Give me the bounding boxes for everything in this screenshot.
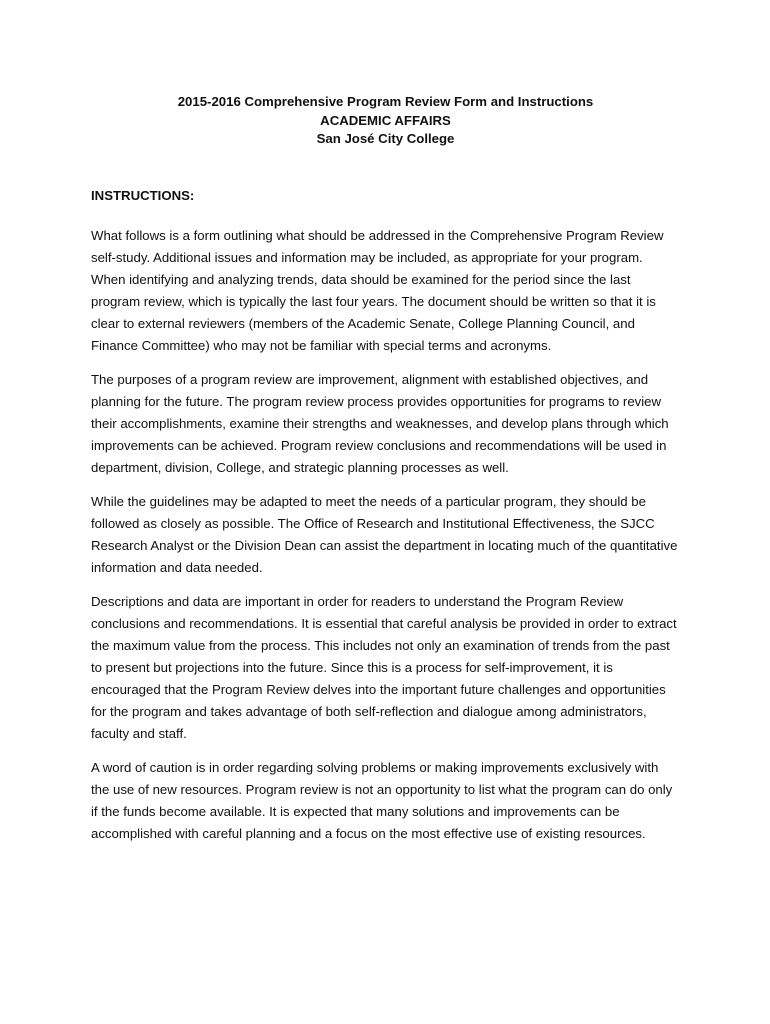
document-title: 2015-2016 Comprehensive Program Review Form and Instructions	[177, 94, 594, 109]
paragraph-caution: A word of caution is in order regarding solving problems or making improvements exclusively with the use of new resources. Program review is not an opportunity to list what the program can do only if the funds become available. It is expected that many solutions and improvements can be accomplished with careful planning and a focus on the most effective use of existing resources.	[91, 759, 673, 841]
college-name: San José City College	[316, 131, 455, 146]
paragraph-overview: What follows is a form outlining what should be addressed in the Comprehensive Program Review self-study. Additional issues and information may be included, as appropriate for your program. When identifying and analyzing trends, data should be examined for the period since the last program review, which is typically the last four years. The document should be written so that it is clear to external reviewers (members of the Academic Senate, College Planning Council, and Finance Committee) who may not be familiar with special terms and acronyms.	[91, 227, 664, 353]
paragraph-guidelines: While the guidelines may be adapted to meet the needs of a particular program, they should be followed as closely as possible. The Office of Research and Institutional Effectiveness, the SJCC Research Analyst or the Division Dean can assist the department in locating much of the quantitative information and data needed.	[91, 493, 678, 575]
paragraph-descriptions: Descriptions and data are important in order for readers to understand the Program Review conclusions and recommendations. It is essential that careful analysis be provided in order to extract the maximum value from the process. This includes not only an examination of trends from the past to present but projections into the future. Since this is a process for self-improvement, it is encouraged that the Program Review delves into the important future challenges and opportunities for the program and takes advantage of both self-reflection and dialogue among administrators, faculty and staff.	[91, 593, 677, 741]
document-header	[91, 93, 680, 149]
paragraph-purposes: The purposes of a program review are improvement, alignment with established objectives, and planning for the future. The program review process provides opportunities for programs to review their accomplishments, examine their strengths and weaknesses, and develop plans through which improvements can be achieved. Program review conclusions and recommendations will be used in department, division, College, and strategic planning processes as well.	[91, 371, 669, 475]
instructions-heading: INSTRUCTIONS:	[91, 187, 195, 203]
document-subtitle: ACADEMIC AFFAIRS	[320, 112, 451, 128]
